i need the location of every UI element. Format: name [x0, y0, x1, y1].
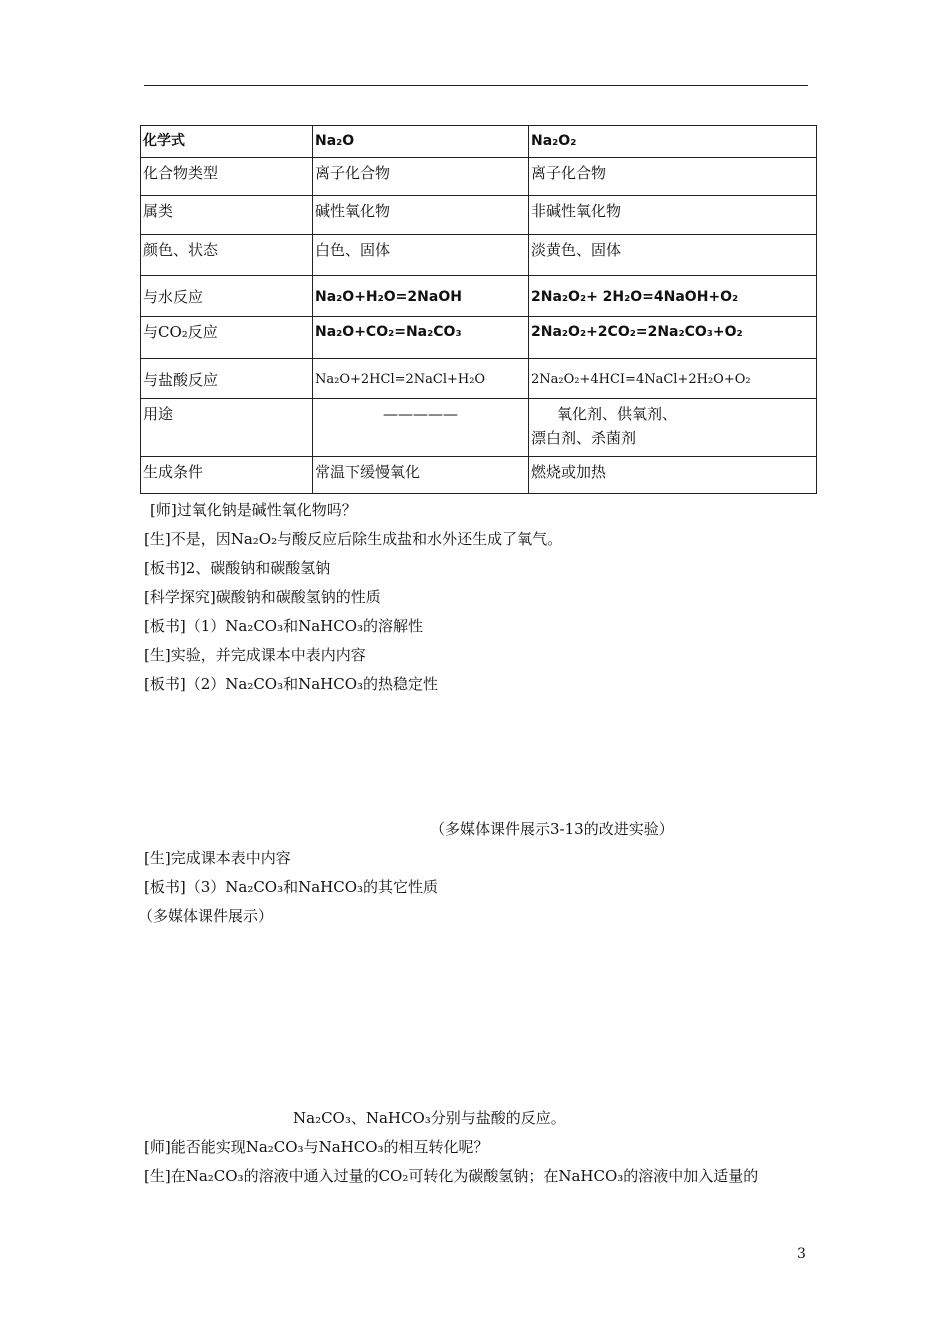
table-cell: ————— [313, 399, 529, 457]
table-row [141, 317, 817, 359]
table-cell: Na₂O+2HCl=2NaCl+H₂O [313, 359, 529, 399]
table-row [141, 235, 817, 276]
table-row [141, 457, 817, 494]
table-cell: 碱性氧化物 [313, 196, 529, 235]
table-cell: 与CO₂反应 [141, 317, 313, 359]
table-cell: 常温下缓慢氧化 [313, 457, 529, 494]
table-row [141, 359, 817, 399]
text-line: [板书]（1）Na₂CO₃和NaHCO₃的溶解性 [144, 617, 424, 635]
table-cell: 淡黄色、固体 [529, 235, 817, 276]
page-number: 3 [797, 1246, 806, 1262]
table-cell: 燃烧或加热 [529, 457, 817, 494]
table-header-cell: Na₂O₂ [529, 126, 817, 158]
text-line: [生]实验，并完成课本中表内内容 [144, 646, 366, 664]
table-row [141, 196, 817, 235]
usage-line-1: 氧化剂、供氧剂、 [557, 405, 678, 423]
comparison-table [140, 125, 817, 494]
text-line: （多媒体课件展示） [138, 907, 274, 925]
table-cell: Na₂O+H₂O=2NaOH [313, 276, 529, 317]
table-cell: Na₂O+CO₂=Na₂CO₃ [313, 317, 529, 359]
table-header-cell: 化学式 [141, 126, 313, 158]
table-header-cell: Na₂O [313, 126, 529, 158]
table-row [141, 158, 817, 196]
table-cell: 离子化合物 [313, 158, 529, 196]
caption-line: Na₂CO₃、NaHCO₃分别与盐酸的反应。 [293, 1109, 566, 1127]
text-line: [生]不是，因Na₂O₂与酸反应后除生成盐和水外还生成了氧气。 [144, 530, 563, 548]
caption-line: （多媒体课件展示3-13的改进实验） [430, 820, 674, 838]
table-row [141, 276, 817, 317]
text-line: [板书]2、碳酸钠和碳酸氢钠 [144, 559, 331, 577]
text-line: [生]完成课本表中内容 [144, 849, 291, 867]
table-row [141, 399, 817, 457]
text-line: [科学探究]碳酸钠和碳酸氢钠的性质 [144, 588, 381, 606]
table-cell: 生成条件 [141, 457, 313, 494]
text-line: [师]能否能实现Na₂CO₃与NaHCO₃的相互转化呢？ [144, 1138, 489, 1156]
text-line: [生]在Na₂CO₃的溶液中通入过量的CO₂可转化为碳酸氢钠；在NaHCO₃的溶液中加入适量的 [144, 1167, 759, 1185]
table-cell: 白色、固体 [313, 235, 529, 276]
text-line: [板书]（2）Na₂CO₃和NaHCO₃的热稳定性 [144, 675, 439, 693]
table-cell: 属类 [141, 196, 313, 235]
table-cell: 与盐酸反应 [141, 359, 313, 399]
usage-line-2: 漂白剂、杀菌剂 [531, 429, 637, 447]
table-cell: 非碱性氧化物 [529, 196, 817, 235]
table-header-row [141, 126, 817, 158]
header-rule [144, 85, 808, 86]
table-cell: 与水反应 [141, 276, 313, 317]
table-cell: 化合物类型 [141, 158, 313, 196]
text-line: [师]过氧化钠是碱性氧化物吗？ [150, 501, 357, 519]
table-cell: 用途 [141, 399, 313, 457]
table-cell: 离子化合物 [529, 158, 817, 196]
text-line: [板书]（3）Na₂CO₃和NaHCO₃的其它性质 [144, 878, 439, 896]
table-cell: 2Na₂O₂+2CO₂=2Na₂CO₃+O₂ [529, 317, 817, 359]
table-cell: 颜色、状态 [141, 235, 313, 276]
table-cell: 2Na₂O₂+4HCI=4NaCl+2H₂O+O₂ [529, 359, 817, 399]
table-cell [529, 399, 817, 457]
table-cell: 2Na₂O₂+ 2H₂O=4NaOH+O₂ [529, 276, 817, 317]
